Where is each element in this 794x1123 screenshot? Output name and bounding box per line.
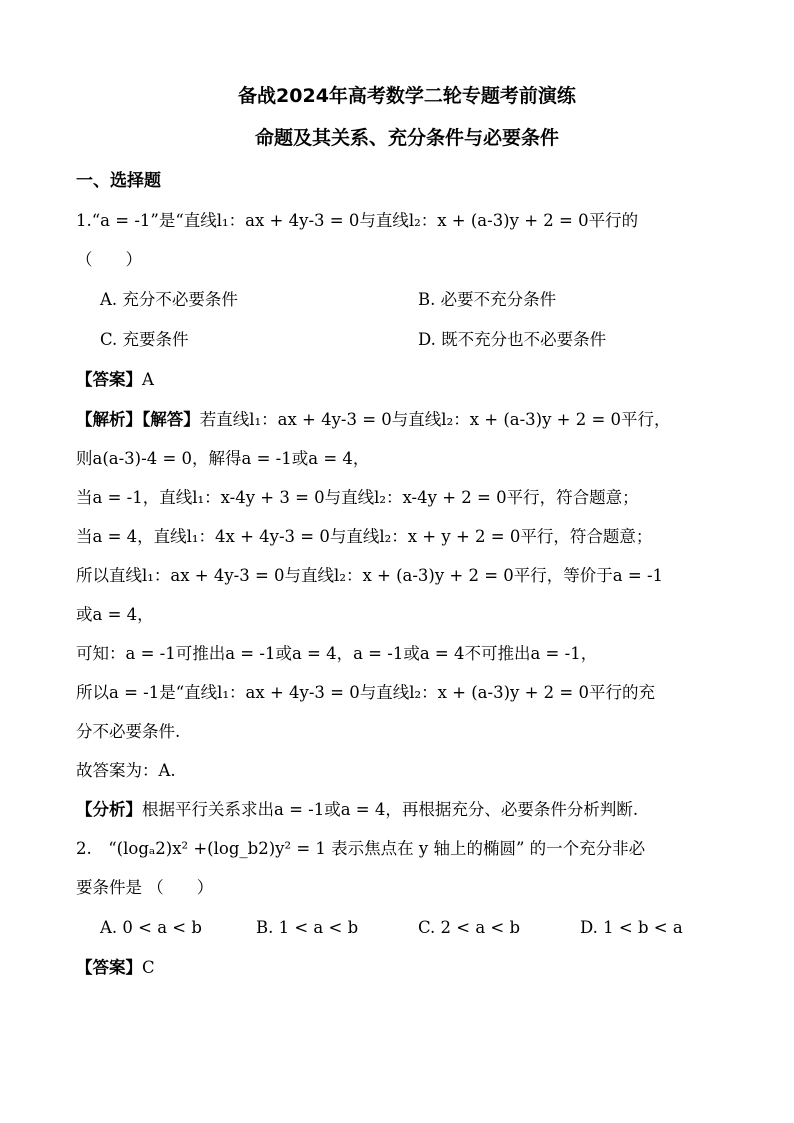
q2-options bbox=[76, 917, 738, 939]
q1-analysis-label: 【解析】【解答】 bbox=[76, 410, 200, 429]
q2-option-d: D. 1 < b < a bbox=[580, 918, 683, 937]
q2-option-b: B. 1 < a < b bbox=[256, 918, 359, 937]
q1-option-b: B. 必要不充分条件 bbox=[418, 290, 557, 309]
q1-answer-label: 【答案】 bbox=[76, 370, 142, 389]
q2-option-a: A. 0 < a < b bbox=[100, 918, 202, 937]
q1-option-a: A. 充分不必要条件 bbox=[100, 290, 238, 309]
q1-fenxi-label: 【分析】 bbox=[76, 800, 142, 819]
q1-fenxi-text: 根据平行关系求出a = -1或a = 4，再根据充分、必要条件分析判断. bbox=[142, 800, 639, 819]
q1-fenxi bbox=[76, 799, 738, 821]
q2-answer-value: C bbox=[142, 958, 155, 977]
q1-options-row1 bbox=[76, 289, 738, 311]
q1-option-d: D. 既不充分也不必要条件 bbox=[418, 330, 607, 349]
q1-analysis-line6: 或a = 4， bbox=[76, 605, 154, 624]
q1-stem-line1: 1.“a = -1”是“直线l₁：ax + 4y-3 = 0与直线l₂：x + (a-3)y + 2 = 0平行的 bbox=[76, 211, 639, 230]
q2-answer-label: 【答案】 bbox=[76, 958, 142, 977]
q1-answer-value: A bbox=[142, 370, 154, 389]
q2-answer bbox=[76, 957, 738, 979]
q2-option-c: C. 2 < a < b bbox=[418, 918, 521, 937]
q1-options-row2 bbox=[76, 329, 738, 351]
section-heading: 一、选择题 bbox=[76, 171, 161, 191]
q1-analysis-line7: 可知：a = -1可推出a = -1或a = 4，a = -1或a = 4不可推出a = -1， bbox=[76, 644, 598, 663]
page-title: 备战2024年高考数学二轮专题考前演练 bbox=[238, 85, 576, 107]
q1-conclusion: 故答案为：A. bbox=[76, 761, 176, 780]
q1-stem-line2: （ ） bbox=[76, 250, 142, 269]
q1-analysis-text1: 若直线l₁：ax + 4y-3 = 0与直线l₂：x + (a-3)y + 2 = 0平行， bbox=[199, 410, 671, 429]
q1-analysis-line8: 所以a = -1是“直线l₁：ax + 4y-3 = 0与直线l₂：x + (a-3)y + 2 = 0平行的充 bbox=[76, 683, 655, 702]
q1-analysis-line1 bbox=[76, 409, 738, 431]
q1-analysis-line2: 则a(a-3)-4 = 0，解得a = -1或a = 4， bbox=[76, 449, 370, 468]
q1-analysis-line5: 所以直线l₁：ax + 4y-3 = 0与直线l₂：x + (a-3)y + 2 = 0平行，等价于a = -1 bbox=[76, 566, 664, 585]
q1-analysis-line4: 当a = 4，直线l₁：4x + 4y-3 = 0与直线l₂：x + y + 2 = 0平行，符合题意； bbox=[76, 527, 653, 546]
q1-answer bbox=[76, 369, 738, 391]
page-subtitle: 命题及其关系、充分条件与必要条件 bbox=[254, 127, 559, 149]
q1-analysis-line9: 分不必要条件. bbox=[76, 722, 181, 741]
q2-stem-line2: 要条件是 （ ） bbox=[76, 878, 214, 897]
q2-stem-line1: 2. “(logₐ2)x² +(log_b2)y² = 1 表示焦点在 y 轴上的椭圆” 的一个充分非必 bbox=[76, 839, 646, 858]
q1-option-c: C. 充要条件 bbox=[100, 330, 189, 349]
q1-analysis-line3: 当a = -1，直线l₁：x-4y + 3 = 0与直线l₂：x-4y + 2 = 0平行，符合题意； bbox=[76, 488, 639, 507]
